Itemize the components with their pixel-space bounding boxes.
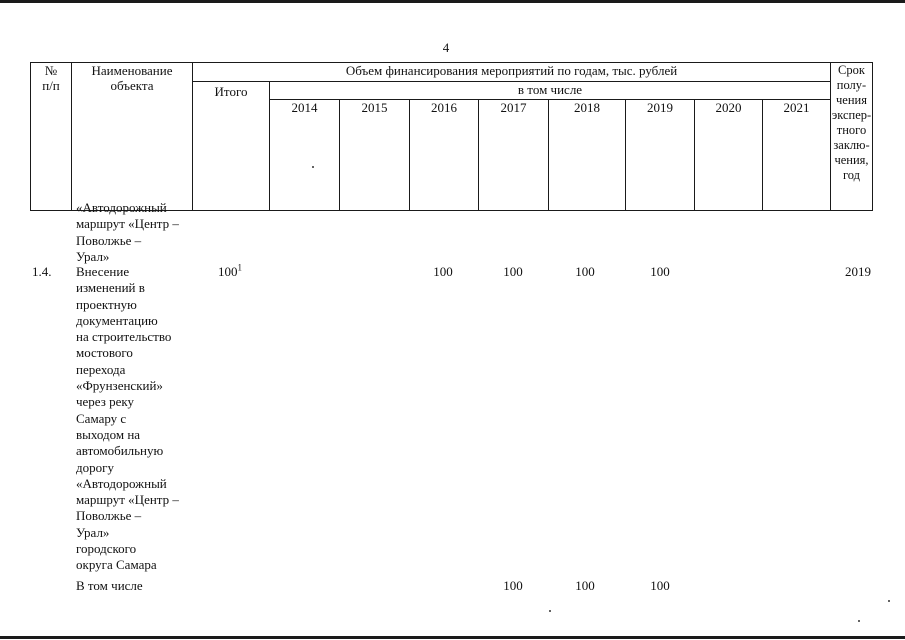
header-financing: Объем финансирования мероприятий по годам, тыс. рублей [193,63,831,82]
bottom-border [0,636,905,639]
header-term-label: Срок полу- чения экспер- тного заклю- чения, год [831,63,872,182]
header-year-2019: 2019 [626,100,695,211]
subrow-2017: 100 [503,578,523,593]
financing-table-header [30,62,873,211]
scan-dot [549,610,551,612]
row-number: 1.4. [32,264,52,279]
row-total-value: 100 [218,264,238,279]
row-total-footnote: 1 [237,262,242,273]
header-name-label: Наименование объекта [91,63,173,93]
subrow-2018: 100 [575,578,595,593]
header-name [72,63,193,211]
header-including: в том числе [270,82,831,100]
scan-dot [312,166,314,168]
row-term: 2019 [845,264,871,279]
row-2019: 100 [650,264,670,279]
header-year-2018: 2018 [549,100,626,211]
header-no [31,63,72,211]
scan-dot [858,620,860,622]
header-year-2020: 2020 [695,100,763,211]
row-total [205,264,255,280]
subrow-2019: 100 [650,578,670,593]
page-number: 4 [442,40,450,55]
header-year-2021: 2021 [763,100,831,211]
continuation-text: «Автодорожный маршрут «Центр – Поволжье – Урал» [76,200,179,264]
scan-dot [888,600,890,602]
top-border [0,0,905,3]
header-year-2017: 2017 [479,100,549,211]
header-year-2015: 2015 [340,100,410,211]
row-2016: 100 [433,264,453,279]
header-no-label: № п/п [42,63,60,93]
header-year-2014: 2014 [270,100,340,211]
subrow-label: В том числе [76,578,143,593]
row-name: Внесение изменений в проектную документацию на строительство мостового перехода «Фрунзенский» через реку Самару с выходом на автомобильную дорогу «Автодорожный маршрут «Центр – Поволжье – Урал» городского округа Самара [76,264,179,573]
header-year-2016: 2016 [410,100,479,211]
row-2018: 100 [575,264,595,279]
header-total: Итого [193,82,270,211]
row-2017: 100 [503,264,523,279]
header-term [831,63,873,211]
